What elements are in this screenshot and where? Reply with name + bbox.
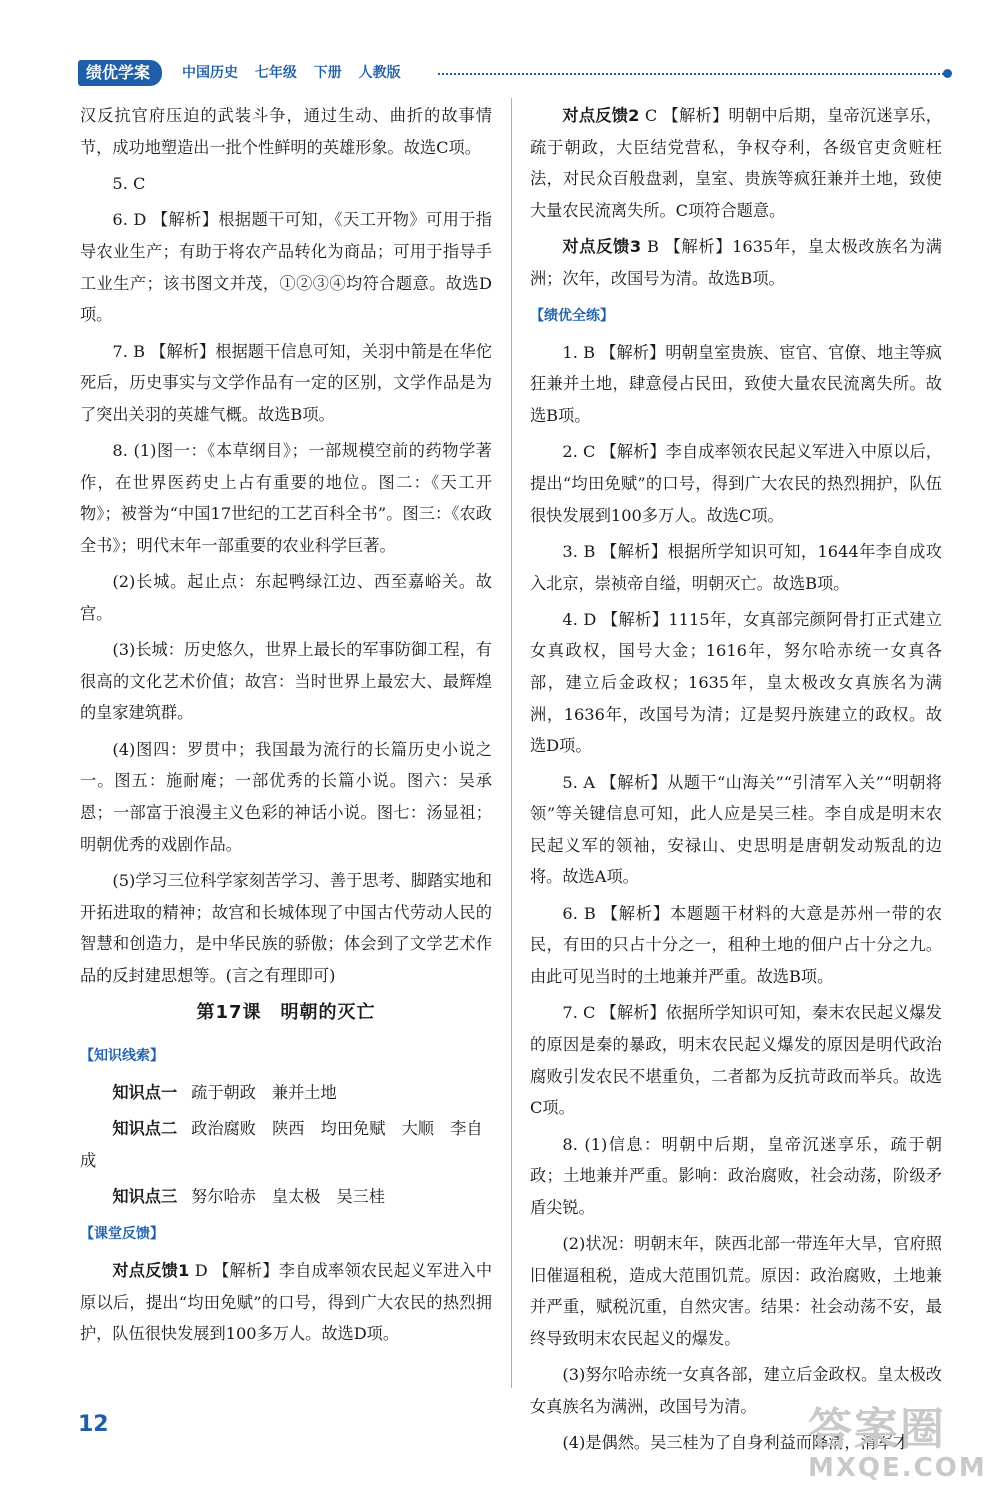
practice-answer-2: 2. C 【解析】李自成率领农民起义军进入中原以后，提出“均田免赋”的口号，得到广大农民的热烈拥护，队伍很快发展到100多万人。故选C项。 bbox=[530, 442, 942, 525]
answer-6: 6. D 【解析】根据题干可知，《天工开物》可用于指导农业生产；有助于将农产品转化为商品；可用于指导手工业生产；该书图文并茂，①②③④均符合题意。故选D项。 bbox=[80, 210, 492, 325]
kp-term: 努尔哈赤 bbox=[191, 1186, 256, 1206]
practice-answer-3: 3. B 【解析】根据所学知识可知，1644年李自成攻入北京，崇祯帝自缢，明朝灭亡。故选B项。 bbox=[530, 541, 942, 593]
practice-answer-8-3: (3)努尔哈赤统一女真各部，建立后金政权。皇太极改女真族名为满洲，改国号为清。 bbox=[530, 1365, 942, 1416]
brand-badge: 绩优学案 bbox=[78, 60, 162, 86]
kp-label: 知识点二 bbox=[112, 1118, 178, 1138]
answer-5: 5. C bbox=[112, 173, 146, 193]
practice-answer-4: 4. D 【解析】1115年，女真部完颜阿骨打正式建立女真政权，国号大金；1616年，努尔哈赤统一女真各部，建立后金政权；1635年，皇太极改女真族名为满洲，1636年，改国号为清；辽是契丹族建立的政权。故选D项。 bbox=[530, 609, 942, 756]
header-dotted-rule bbox=[438, 73, 944, 75]
practice-answer-8-2: (2)状况：明朝末年，陕西北部一带连年大旱，官府照旧催逼租税，造成大范围饥荒。原因：政治腐败，土地兼并严重，赋税沉重，自然灾害。结果：社会动荡不安，最终导致明末农民起义的爆发。 bbox=[530, 1234, 942, 1348]
edition-label: 人教版 bbox=[358, 65, 401, 81]
section-knowledge-clues: 【知识线索】 bbox=[80, 1048, 164, 1064]
feedback-text: D 【解析】李自成率领农民起义军进入中原以后，提出“均田免赋”的口号，得到广大农民的热烈拥护，队伍很快发展到100多万人。故选D项。 bbox=[80, 1260, 493, 1344]
feedback-2 bbox=[530, 100, 942, 226]
watermark-logo bbox=[808, 1406, 988, 1486]
kp-terms: 政治腐败 陕西 均田免赋 大顺 李自成 bbox=[80, 1118, 483, 1170]
answer-8-3: (3)长城：历史悠久，世界上最长的军事防御工程，有很高的文化艺术价值；故宫：当时世界上最宏大、最辉煌的皇家建筑群。 bbox=[80, 640, 492, 723]
knowledge-point-2 bbox=[80, 1113, 492, 1176]
feedback-1 bbox=[80, 1255, 492, 1350]
feedback-label: 对点反馈1 bbox=[112, 1260, 190, 1280]
feedback-3 bbox=[530, 231, 942, 294]
section-class-feedback: 【课堂反馈】 bbox=[80, 1226, 164, 1243]
practice-answer-8-1: 8. (1)信息：明朝中后期，皇帝沉迷享乐，疏于朝政；土地兼并严重。影响：政治腐败，社会动荡，阶级矛盾尖锐。 bbox=[530, 1134, 942, 1217]
kp-term: 疏于朝政 bbox=[191, 1082, 256, 1102]
header-rule-end-dot bbox=[943, 69, 952, 78]
knowledge-point-3 bbox=[80, 1181, 492, 1213]
answer-8-2: (2)长城。起止点：东起鸭绿江边、西至嘉峪关。故宫。 bbox=[80, 572, 492, 623]
lesson-title: 第17课 明朝的灭亡 bbox=[196, 1002, 376, 1024]
subject-label: 中国历史 bbox=[182, 65, 238, 81]
left-column bbox=[80, 100, 492, 1355]
volume-label: 下册 bbox=[313, 65, 342, 81]
feedback-text: C 【解析】明朝中后期，皇帝沉迷享乐，疏于朝政，大臣结党营私，争权夺利，各级官吏贪赃枉法，对民众百般盘剥，皇室、贵族等疯狂兼并土地，致使大量农民流离失所。C项符合题意。 bbox=[530, 106, 942, 220]
kp-label: 知识点三 bbox=[112, 1186, 178, 1206]
practice-answer-8-4: (4)是偶然。吴三桂为了自身利益而降清，清军才 bbox=[562, 1433, 910, 1453]
feedback-label: 对点反馈3 bbox=[562, 237, 642, 257]
feedback-label: 对点反馈2 bbox=[562, 106, 640, 125]
practice-answer-1: 1. B 【解析】明朝皇室贵族、宦官、官僚、地主等疯狂兼并土地，肆意侵占民田，致使大量农民流离失所。故选B项。 bbox=[530, 342, 942, 425]
kp-term: 吴三桂 bbox=[336, 1186, 386, 1206]
kp-term: 兼并土地 bbox=[271, 1082, 337, 1102]
page-number: 12 bbox=[78, 1412, 109, 1437]
page-header bbox=[78, 56, 958, 90]
right-column bbox=[530, 100, 942, 1464]
practice-answer-5: 5. A 【解析】从题干“山海关”“引清军入关”“明朝将领”等关键信息可知，此人应是吴三桂。李自成是明末农民起义军的领袖，安禄山、史思明是唐朝发动叛乱的边将。故选A项。 bbox=[530, 772, 942, 887]
watermark-text: 答案圈 bbox=[808, 1404, 946, 1455]
section-full-practice: 【绩优全练】 bbox=[530, 308, 614, 325]
practice-answer-7: 7. C 【解析】依据所学知识可知，秦末农民起义爆发的原因是秦的暴政，明末农民起义爆发的原因是明代政治腐败引发农民不堪重负，二者都为反抗苛政而举兵。故选C项。 bbox=[530, 1003, 942, 1118]
answer-8-4: (4)图四：罗贯中；我国最为流行的长篇历史小说之一。图五：施耐庵；一部优秀的长篇小说。图六：吴承恩；一部富于浪漫主义色彩的神话小说。图七：汤显祖；明朝优秀的戏剧作品。 bbox=[80, 739, 492, 854]
knowledge-point-1 bbox=[80, 1077, 492, 1109]
answer-8-5: (5)学习三位科学家刻苦学习、善于思考、脚踏实地和开拓进取的精神；故宫和长城体现了中国古代劳动人民的智慧和创造力，是中华民族的骄傲；体会到了文学艺术作品的反封建思想等。(言之有理即可) bbox=[80, 871, 492, 985]
kp-label: 知识点一 bbox=[112, 1082, 178, 1102]
grade-label: 七年级 bbox=[254, 65, 297, 81]
column-divider bbox=[511, 98, 512, 1388]
feedback-text: B 【解析】1635年，皇太极改族名为满洲；次年，改国号为清。故选B项。 bbox=[530, 237, 942, 288]
book-info bbox=[182, 60, 413, 86]
practice-answer-6: 6. B 【解析】本题题干材料的大意是苏州一带的农民，有田的只占十分之一，租种土地的佃户占十分之九。由此可见当时的土地兼并严重。故选B项。 bbox=[530, 903, 942, 987]
answer-paragraph: 汉反抗官府压迫的武装斗争，通过生动、曲折的故事情节，成功地塑造出一批个性鲜明的英雄形象。故选C项。 bbox=[80, 106, 492, 157]
kp-term: 皇太极 bbox=[271, 1186, 321, 1206]
answer-7: 7. B 【解析】根据题干信息可知，关羽中箭是在华佗死后，历史事实与文学作品有一定的区别，文学作品是为了突出关羽的英雄气概。故选B项。 bbox=[80, 341, 492, 424]
answer-8-1: 8. (1)图一：《本草纲目》；一部规模空前的药物学著作，在世界医药史上占有重要的地位。图二：《天工开物》；被誉为“中国17世纪的工艺百科全书”。图三：《农政全书》；明代末年一部重要的农业科学巨著。 bbox=[80, 441, 492, 555]
watermark-url: MXQE.COM bbox=[808, 1453, 987, 1483]
